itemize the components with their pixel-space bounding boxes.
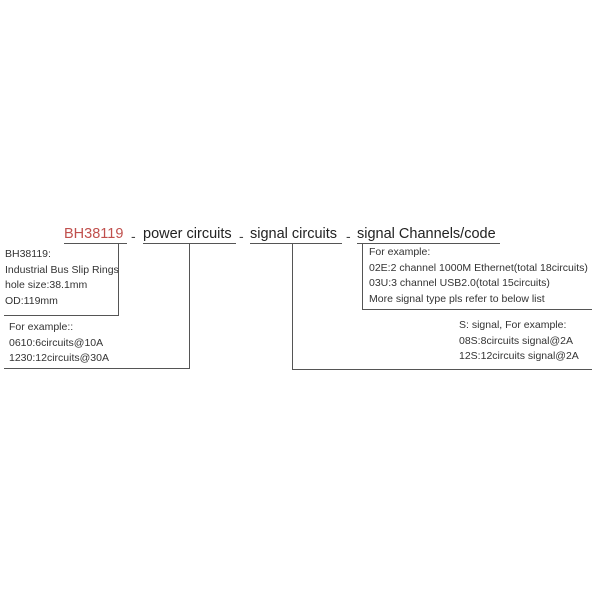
note-line: More signal type pls refer to below list	[369, 292, 545, 305]
model-connector-line	[4, 315, 119, 316]
model-code: BH38119	[64, 226, 124, 242]
channels-note	[369, 245, 588, 307]
note-line: hole size:38.1mm	[5, 279, 88, 291]
note-line: 03U:3 channel USB2.0(total 15circuits)	[369, 277, 550, 289]
signal-note	[459, 318, 579, 365]
note-line: S: signal, For example:	[459, 319, 567, 331]
power-note	[9, 320, 109, 367]
signal-channels-label: signal Channels/code	[357, 226, 496, 242]
note-line: Industrial Bus Slip Rings	[5, 263, 119, 276]
channels-connector-line	[362, 309, 592, 310]
note-line: OD:119mm	[5, 294, 58, 307]
power-connector-line	[189, 244, 190, 368]
channels-connector-line	[362, 244, 363, 309]
model-note	[5, 247, 119, 309]
power-connector-line	[4, 368, 190, 369]
power-circuits-label: power circuits	[143, 226, 232, 242]
note-line: For example::	[9, 321, 74, 333]
note-line: 08S:8circuits signal@2A	[459, 334, 573, 347]
signal-circuits-label: signal circuits	[250, 226, 338, 242]
separator-dash: -	[239, 228, 244, 244]
signal-underline	[250, 243, 342, 244]
signal-connector-line	[292, 369, 592, 370]
note-line: 1230:12circuits@30A	[9, 352, 109, 364]
note-line: 02E:2 channel 1000M Ethernet(total 18circuits)	[369, 261, 588, 274]
note-line: 12S:12circuits signal@2A	[459, 350, 579, 362]
note-line: 0610:6circuits@10A	[9, 336, 104, 349]
note-line: BH38119:	[5, 248, 51, 260]
note-line: For example:	[369, 246, 431, 258]
channels-underline	[357, 243, 500, 244]
separator-dash: -	[346, 228, 351, 244]
signal-connector-line	[292, 244, 293, 369]
separator-dash: -	[131, 228, 136, 244]
